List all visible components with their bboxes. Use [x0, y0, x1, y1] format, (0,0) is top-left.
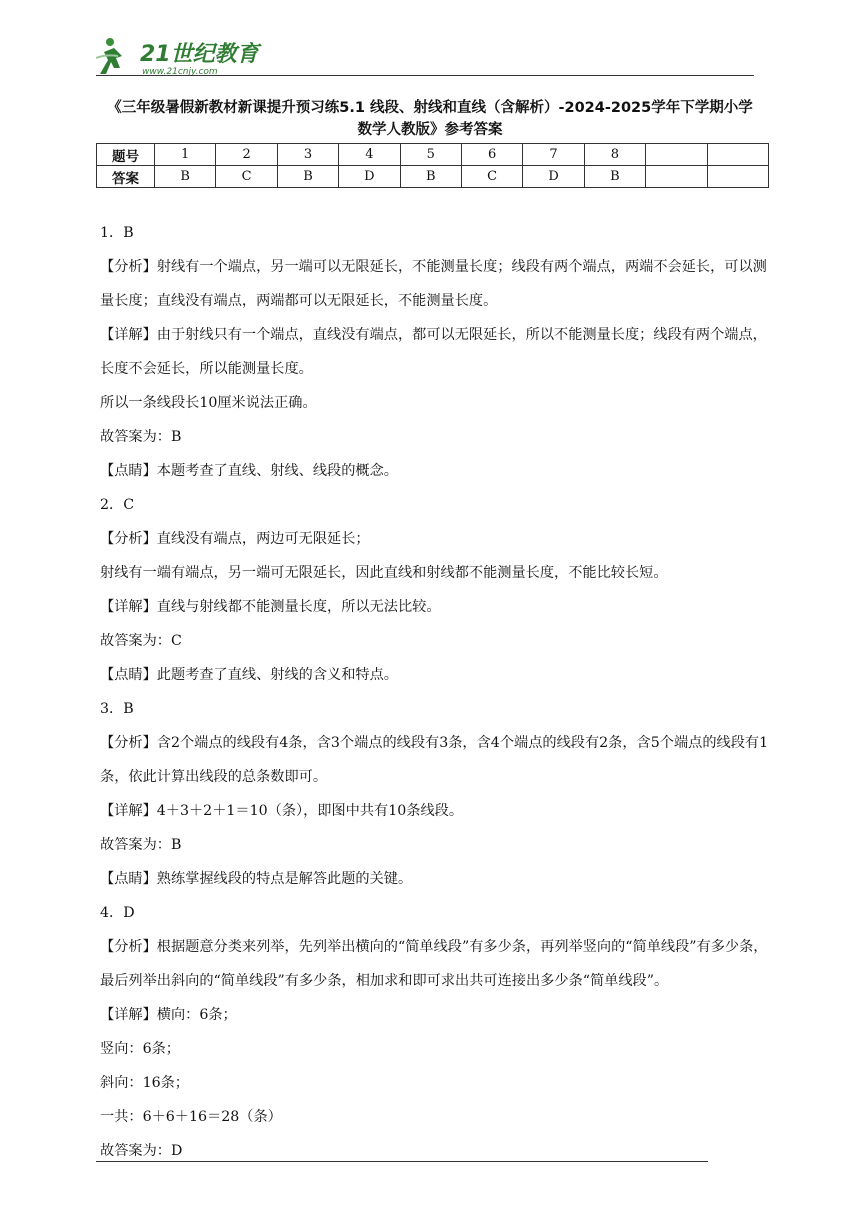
detail-text: 竖向：6条； [100, 1041, 180, 1057]
table-cell: C [461, 166, 522, 188]
page-title-line2: 数学人教版》参考答案 [357, 122, 503, 138]
comment-text: 【点睛】本题考查了直线、射线、线段的概念。 [100, 463, 398, 479]
answer-text: 故答案为：B [100, 429, 182, 445]
table-row [97, 166, 769, 188]
detail-text: 一共：6＋6＋16＝28（条） [100, 1109, 282, 1125]
table-header-cell: 答案 [97, 166, 155, 188]
table-cell: B [277, 166, 338, 188]
logo-url: www.21cnjy.com [142, 67, 218, 77]
table-cell: 2 [216, 144, 277, 166]
answer-text: 故答案为：C [100, 633, 182, 649]
detail-text: 【详解】由于射线只有一个端点，直线没有端点，都可以无限延长，所以不能测量长度；线段有两个端点，长度不会延长，所以能测量长度。 [100, 327, 767, 377]
analysis-text: 【分析】射线有一个端点，另一端可以无限延长，不能测量长度；线段有两个端点，两端不会延长，可以测量长度；直线没有端点，两端都可以无限延长，不能测量长度。 [100, 259, 767, 309]
header-divider [96, 75, 754, 76]
table-cell: C [216, 166, 277, 188]
table-cell: 1 [155, 144, 216, 166]
detail-text: 【详解】横向：6条； [100, 1007, 237, 1023]
table-cell [646, 144, 707, 166]
table-cell: 8 [584, 144, 645, 166]
detail-text: 【详解】直线与射线都不能测量长度，所以无法比较。 [100, 599, 441, 615]
table-row [97, 144, 769, 166]
page-title-line1: 《三年级暑假新教材新课提升预习练5.1 线段、射线和直线（含解析）-2024-2025学年下学期小学 [107, 100, 753, 116]
footer-divider [96, 1161, 708, 1162]
answer-table [96, 143, 769, 188]
table-cell: B [400, 166, 461, 188]
solution-heading: 3．B [100, 701, 134, 717]
detail-text: 斜向：16条； [100, 1075, 189, 1091]
solution-heading: 2．C [100, 497, 135, 513]
table-cell: 4 [339, 144, 400, 166]
table-cell: 6 [461, 144, 522, 166]
table-cell: 3 [277, 144, 338, 166]
analysis-text: 【分析】直线没有端点，两边可无限延长； [100, 531, 370, 547]
table-cell [707, 144, 768, 166]
table-cell: 7 [523, 144, 584, 166]
logo-text: 21世纪教育 [140, 42, 259, 67]
comment-text: 【点睛】此题考查了直线、射线的含义和特点。 [100, 667, 398, 683]
table-cell: 5 [400, 144, 461, 166]
detail-text: 【详解】4＋3＋2＋1＝10（条），即图中共有10条线段。 [100, 803, 464, 819]
table-cell [646, 166, 707, 188]
table-cell: B [155, 166, 216, 188]
table-cell: D [339, 166, 400, 188]
analysis-text: 【分析】根据题意分类来列举，先列举出横向的“简单线段”有多少条，再列举竖向的“简单线段”有多少条，最后列举出斜向的“简单线段”有多少条，相加求和即可求出共可连接出多少条“简单线段”。 [100, 939, 768, 989]
answer-text: 故答案为：D [100, 1143, 183, 1159]
runner-icon [96, 38, 122, 74]
solution-heading: 4．D [100, 905, 135, 921]
solution-heading: 1．B [100, 225, 134, 241]
table-header-cell: 题号 [97, 144, 155, 166]
site-logo [96, 34, 266, 78]
answer-text: 故答案为：B [100, 837, 182, 853]
analysis-text: 射线有一端有端点，另一端可无限延长，因此直线和射线都不能测量长度，不能比较长短。 [100, 565, 668, 581]
comment-text: 【点睛】熟练掌握线段的特点是解答此题的关键。 [100, 871, 413, 887]
table-cell: D [523, 166, 584, 188]
analysis-text: 【分析】含2个端点的线段有4条，含3个端点的线段有3条，含4个端点的线段有2条，含5个端点的线段有1条，依此计算出线段的总条数即可。 [100, 735, 769, 785]
detail-text: 所以一条线段长10厘米说法正确。 [100, 395, 317, 411]
table-cell [707, 166, 768, 188]
table-cell: B [584, 166, 645, 188]
solutions-body [100, 216, 770, 1168]
